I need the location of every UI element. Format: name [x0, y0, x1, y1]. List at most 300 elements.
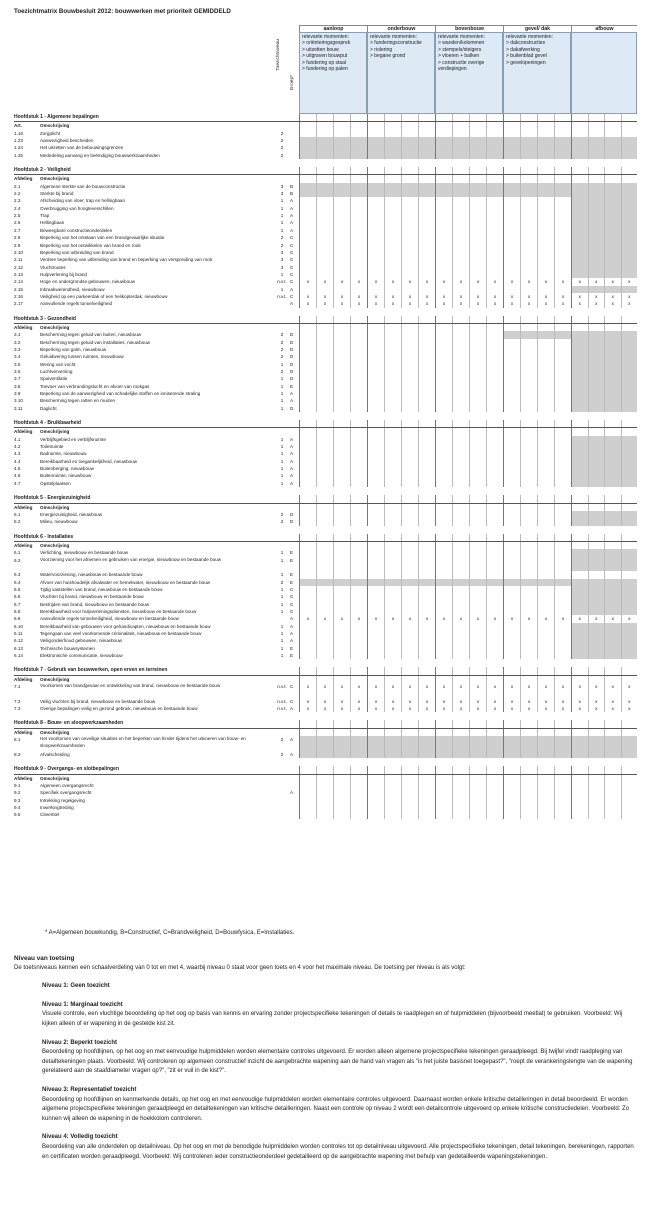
grid-cell [418, 729, 435, 736]
grid-cell: x [503, 683, 520, 698]
grid-cell [588, 368, 605, 375]
grid-cell [588, 601, 605, 608]
grid-cell [418, 130, 435, 137]
grid-cell [452, 804, 469, 811]
grid-cell [571, 339, 588, 346]
level-gap [14, 973, 637, 979]
grid-cell: x [367, 615, 384, 622]
grid-cell [621, 137, 638, 144]
grid-cell [350, 811, 367, 818]
grid-cell [588, 720, 605, 727]
grid-cell [435, 601, 452, 608]
grid-cell [537, 472, 554, 479]
grid-cell [554, 397, 571, 404]
grid-cell [588, 504, 605, 511]
grid-cell [333, 152, 350, 159]
table-row [14, 368, 637, 375]
grid-cell: x [418, 705, 435, 712]
grid-cell [520, 346, 537, 353]
grid-cell [418, 608, 435, 615]
grid-cell [367, 144, 384, 151]
grid-cell [554, 219, 571, 226]
grid-cell [316, 436, 333, 443]
grid-cell [588, 227, 605, 234]
grid-cell [621, 720, 638, 727]
grid-cell [486, 789, 503, 796]
grid-cell [503, 420, 520, 427]
grid-cell [401, 751, 418, 758]
grid-cell [486, 256, 503, 263]
grid-cell [316, 264, 333, 271]
grid-cell [621, 122, 638, 129]
grid-cell [435, 227, 452, 234]
grid-cell [452, 811, 469, 818]
grid-cell: x [571, 300, 588, 307]
row-code: 6.4 [14, 579, 21, 585]
grid-cell [554, 197, 571, 204]
grid-cell [401, 443, 418, 450]
grid-cell [452, 504, 469, 511]
grid-cell [299, 720, 316, 727]
grid-cell [537, 542, 554, 549]
grid-cell [604, 368, 621, 375]
table-row [14, 751, 637, 758]
grid-cell [604, 249, 621, 256]
grid-cell [486, 428, 503, 435]
grid-cell [452, 405, 469, 412]
grid-cell [571, 811, 588, 818]
row-grid [299, 234, 637, 241]
grid-cell [571, 789, 588, 796]
grid-cell [316, 480, 333, 487]
grid-cell [367, 458, 384, 465]
grid-cell [333, 375, 350, 382]
row-niveau: 2 [280, 138, 284, 144]
grid-cell [350, 114, 367, 121]
grid-cell [316, 144, 333, 151]
grid-cell: x [299, 278, 316, 285]
grid-cell [554, 511, 571, 518]
grid-cell [401, 331, 418, 338]
grid-cell: x [384, 300, 401, 307]
chapter-spacer [14, 526, 637, 534]
grid-cell [452, 511, 469, 518]
row-grid [299, 720, 637, 727]
table-row [14, 405, 637, 412]
phase-moments-4 [571, 32, 637, 114]
grid-cell [299, 405, 316, 412]
grid-cell: x [333, 705, 350, 712]
grid-cell [299, 152, 316, 159]
grid-cell [401, 122, 418, 129]
grid-cell [384, 637, 401, 644]
grid-cell [571, 797, 588, 804]
grid-cell [452, 383, 469, 390]
grid-cell [537, 720, 554, 727]
grid-cell [435, 667, 452, 674]
grid-cell [367, 331, 384, 338]
grid-cell [621, 652, 638, 659]
row-code: 4.3 [14, 451, 21, 457]
row-code: 3.6 [14, 369, 21, 374]
grid-cell [503, 122, 520, 129]
grid-cell [384, 676, 401, 683]
grid-cell [333, 130, 350, 137]
row-code: 5.1 [14, 511, 21, 517]
grid-cell [401, 197, 418, 204]
grid-cell [435, 361, 452, 368]
grid-cell [486, 331, 503, 338]
grid-cell [384, 190, 401, 197]
row-description: Mededeling aanvang en beëindiging bouwwerkzaamheden [40, 152, 160, 158]
grid-cell [621, 167, 638, 174]
grid-cell [588, 729, 605, 736]
grid-cell: x [486, 293, 503, 300]
grid-cell [520, 495, 537, 502]
grid-cell [588, 458, 605, 465]
subheader-code: Art. [14, 123, 22, 129]
row-groep: A [290, 631, 294, 636]
row-description: Specifiek overgangsrecht [40, 790, 92, 796]
row-grid [299, 278, 637, 285]
grid-cell [367, 324, 384, 331]
row-code: 6.11 [14, 631, 23, 636]
grid-cell [418, 137, 435, 144]
grid-cell [571, 504, 588, 511]
grid-cell [299, 114, 316, 121]
grid-cell [588, 775, 605, 782]
row-groep: C [290, 684, 294, 690]
grid-cell [554, 405, 571, 412]
grid-cell [333, 197, 350, 204]
row-description: Inbraakwerendheid, nieuwbouw [40, 286, 105, 292]
grid-cell [588, 420, 605, 427]
row-grid [299, 557, 637, 572]
row-description: Bestrijden van brand, nieuwbouw en bestaande bouw [40, 601, 150, 607]
grid-cell: x [604, 615, 621, 622]
grid-cell [316, 549, 333, 556]
grid-cell [604, 608, 621, 615]
grid-cell [537, 804, 554, 811]
table-row [14, 705, 637, 712]
row-groep: A [290, 205, 294, 211]
grid-cell [384, 375, 401, 382]
grid-cell [418, 114, 435, 121]
row-groep: D [290, 405, 294, 411]
grid-cell [299, 623, 316, 630]
grid-cell [537, 271, 554, 278]
grid-cell [588, 789, 605, 796]
grid-cell [520, 227, 537, 234]
grid-cell [316, 676, 333, 683]
subheader-desc: Omschrijving [40, 775, 70, 781]
row-grid [299, 144, 637, 151]
grid-cell [435, 811, 452, 818]
grid-cell [418, 571, 435, 578]
grid-cell [350, 557, 367, 572]
grid-cell [384, 579, 401, 586]
grid-cell [452, 324, 469, 331]
grid-cell [350, 645, 367, 652]
grid-cell: x [537, 293, 554, 300]
row-niveau: 1 [280, 631, 284, 636]
grid-cell [333, 436, 350, 443]
table-row [14, 375, 637, 382]
grid-cell [418, 549, 435, 556]
row-grid [299, 331, 637, 338]
grid-cell [299, 450, 316, 457]
grid-cell [486, 775, 503, 782]
grid-cell [520, 504, 537, 511]
grid-cell [316, 601, 333, 608]
row-code: 2.11 [14, 257, 23, 263]
grid-cell [452, 420, 469, 427]
row-description: Milieu, nieuwbouw [40, 519, 78, 525]
row-code: 4.5 [14, 466, 21, 472]
phase-moment-line: > uitgraven bouwput [302, 53, 348, 60]
grid-cell [469, 782, 486, 789]
row-description: Bereikbaarheid van gebouwen voor gehandicapten, nieuwbouw en bestaande bouw [40, 623, 211, 629]
grid-cell [452, 167, 469, 174]
row-description: Hoge en ondergrondse gebouwen, nieuwbouw [40, 279, 136, 285]
grid-cell [520, 436, 537, 443]
grid-cell [452, 586, 469, 593]
grid-cell [299, 130, 316, 137]
row-code: 6.3 [14, 572, 21, 578]
grid-cell [588, 593, 605, 600]
grid-cell: x [503, 300, 520, 307]
grid-cell [367, 383, 384, 390]
grid-cell [350, 405, 367, 412]
row-grid [299, 766, 637, 773]
grid-cell: x [571, 293, 588, 300]
grid-cell [621, 542, 638, 549]
row-grid [299, 361, 637, 368]
grid-cell [469, 249, 486, 256]
grid-cell [418, 286, 435, 293]
grid-cell [367, 789, 384, 796]
table-row [14, 511, 637, 518]
grid-cell [537, 458, 554, 465]
grid-cell [503, 234, 520, 241]
grid-cell [384, 495, 401, 502]
grid-cell [554, 183, 571, 190]
phase-moment-line: > constructie overige [438, 59, 485, 66]
row-groep: A [290, 198, 294, 204]
grid-cell [452, 472, 469, 479]
grid-cell [333, 428, 350, 435]
grid-cell [554, 729, 571, 736]
grid-cell [333, 219, 350, 226]
grid-cell [503, 242, 520, 249]
row-grid [299, 339, 637, 346]
grid-cell [469, 667, 486, 674]
row-niveau: n.v.t. [277, 698, 287, 704]
grid-cell [571, 804, 588, 811]
grid-cell [333, 789, 350, 796]
grid-cell [554, 227, 571, 234]
row-niveau: 2 [280, 737, 284, 743]
grid-cell [384, 152, 401, 159]
grid-cell: x [520, 615, 537, 622]
grid-cell [350, 608, 367, 615]
grid-cell [384, 465, 401, 472]
row-groep: A [290, 737, 294, 743]
row-grid [299, 579, 637, 586]
grid-cell: x [384, 293, 401, 300]
table-row [14, 601, 637, 608]
grid-cell [435, 586, 452, 593]
grid-cell [367, 630, 384, 637]
row-groep: A [290, 790, 294, 796]
grid-cell [299, 137, 316, 144]
chapter-spacer [14, 487, 637, 495]
grid-cell [604, 630, 621, 637]
groep-label: Groep* [290, 75, 295, 91]
row-description: Bescherming tegen geluid van installaties, nieuwbouw [40, 339, 151, 345]
grid-cell [588, 264, 605, 271]
grid-cell [435, 472, 452, 479]
table-row [14, 234, 637, 241]
grid-cell [367, 518, 384, 525]
grid-cell [520, 608, 537, 615]
grid-cell [367, 271, 384, 278]
grid-cell [537, 729, 554, 736]
table-row [14, 436, 637, 443]
grid-cell [299, 811, 316, 818]
grid-cell [554, 804, 571, 811]
grid-cell [316, 271, 333, 278]
grid-cell [571, 242, 588, 249]
grid-cell [435, 271, 452, 278]
grid-cell [333, 405, 350, 412]
grid-cell [333, 167, 350, 174]
grid-cell [384, 346, 401, 353]
grid-cell [588, 608, 605, 615]
grid-cell [299, 242, 316, 249]
grid-cell: x [299, 683, 316, 698]
grid-cell [604, 420, 621, 427]
grid-cell [520, 197, 537, 204]
grid-cell [469, 579, 486, 586]
row-grid [299, 405, 637, 412]
grid-cell [486, 397, 503, 404]
grid-cell [418, 234, 435, 241]
grid-cell [316, 775, 333, 782]
row-groep: C [290, 586, 294, 592]
grid-cell [621, 593, 638, 600]
grid-cell [621, 766, 638, 773]
grid-cell [316, 339, 333, 346]
chapter-heading [14, 114, 637, 122]
grid-cell [384, 608, 401, 615]
grid-cell [571, 775, 588, 782]
subheader-desc: Omschrijving [40, 429, 70, 435]
grid-cell [604, 190, 621, 197]
grid-cell [367, 534, 384, 541]
grid-cell [401, 511, 418, 518]
grid-cell [418, 144, 435, 151]
grid-cell [452, 766, 469, 773]
grid-cell [537, 630, 554, 637]
row-code: 3.1 [14, 332, 21, 338]
table-row [14, 219, 637, 226]
table-row [14, 458, 637, 465]
grid-cell: x [350, 300, 367, 307]
grid-cell [537, 436, 554, 443]
grid-cell [469, 601, 486, 608]
grid-cell [604, 593, 621, 600]
grid-cell [316, 729, 333, 736]
grid-cell [588, 242, 605, 249]
column-subheader [14, 504, 637, 511]
row-grid [299, 219, 637, 226]
grid-cell: x [350, 683, 367, 698]
grid-cell [299, 608, 316, 615]
grid-cell [588, 804, 605, 811]
grid-cell [435, 405, 452, 412]
grid-cell [503, 130, 520, 137]
matrix-header [14, 25, 637, 114]
grid-cell [469, 256, 486, 263]
grid-cell [350, 144, 367, 151]
table-row [14, 137, 637, 144]
row-code: 2.7 [14, 227, 21, 233]
grid-cell [435, 450, 452, 457]
phase-moment-line: > begane grond [370, 53, 406, 60]
grid-cell [537, 183, 554, 190]
row-grid [299, 212, 637, 219]
grid-cell [520, 667, 537, 674]
grid-cell [350, 122, 367, 129]
grid-cell [333, 183, 350, 190]
grid-cell [401, 183, 418, 190]
grid-cell [571, 130, 588, 137]
grid-cell: x [588, 705, 605, 712]
grid-cell [418, 331, 435, 338]
row-code: 3.7 [14, 376, 21, 382]
grid-cell [316, 167, 333, 174]
chapter-heading [14, 495, 637, 503]
grid-cell [316, 458, 333, 465]
row-grid [299, 227, 637, 234]
grid-cell [299, 637, 316, 644]
grid-cell [503, 137, 520, 144]
grid-cell [350, 264, 367, 271]
chapter-heading [14, 316, 637, 324]
row-niveau: 1 [280, 361, 284, 367]
row-groep: E [290, 579, 294, 585]
grid-cell: x [418, 683, 435, 698]
grid-cell [604, 361, 621, 368]
row-grid [299, 122, 637, 129]
grid-cell [604, 339, 621, 346]
grid-cell [350, 586, 367, 593]
grid-cell: x [554, 300, 571, 307]
grid-cell [604, 397, 621, 404]
table-row [14, 278, 637, 285]
grid-cell: x [452, 698, 469, 705]
grid-cell [299, 428, 316, 435]
grid-cell [401, 219, 418, 226]
grid-cell [418, 122, 435, 129]
grid-cell [418, 593, 435, 600]
grid-cell [333, 137, 350, 144]
grid-cell [520, 271, 537, 278]
grid-cell [435, 436, 452, 443]
grid-cell [316, 405, 333, 412]
grid-cell [554, 593, 571, 600]
